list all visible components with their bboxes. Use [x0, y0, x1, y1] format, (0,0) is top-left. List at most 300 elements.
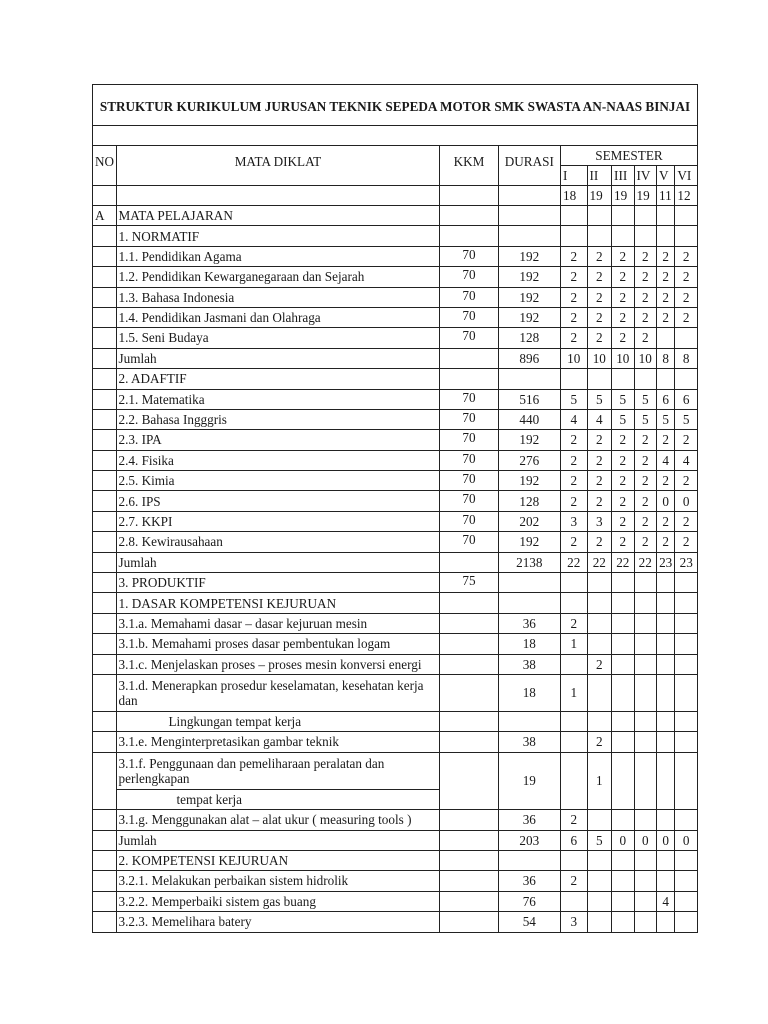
row-semester-hours: 2	[675, 471, 698, 491]
row-no	[93, 348, 117, 368]
row-semester-hours: 6	[675, 389, 698, 409]
row-semester-hours: 4	[675, 450, 698, 470]
row-semester-hours	[656, 369, 674, 389]
row-subject: 1.3. Bahasa Indonesia	[116, 287, 440, 307]
row-semester-hours	[675, 328, 698, 348]
continuation-row	[93, 711, 698, 731]
row-subject: 2.6. IPS	[116, 491, 440, 511]
row-durasi: 192	[498, 532, 560, 552]
row-subject: 2.3. IPA	[116, 430, 440, 450]
table-row	[93, 532, 698, 552]
row-kkm	[440, 912, 498, 932]
row-semester-hours: 2	[634, 267, 656, 287]
row-semester-hours: 5	[587, 830, 612, 850]
row-semester-hours: 2	[675, 532, 698, 552]
week-count: 18	[560, 186, 587, 206]
row-no	[93, 810, 117, 830]
header-durasi: DURASI	[498, 146, 560, 186]
row-semester-hours: 2	[656, 307, 674, 327]
row-semester-hours: 22	[612, 552, 634, 572]
row-semester-hours: 6	[656, 389, 674, 409]
row-semester-hours: 2	[634, 430, 656, 450]
row-semester-hours: 2	[587, 430, 612, 450]
row-kkm	[440, 850, 498, 870]
row-semester-hours: 1	[560, 674, 587, 711]
row-semester-hours	[675, 206, 698, 226]
row-semester-hours: 10	[634, 348, 656, 368]
row-semester-hours: 2	[612, 471, 634, 491]
row-no	[93, 573, 117, 593]
table-row	[93, 287, 698, 307]
row-semester-hours: 2	[587, 732, 612, 752]
row-no	[93, 267, 117, 287]
week-row-durasi-blank	[498, 186, 560, 206]
row-subject: 3.1.d. Menerapkan prosedur keselamatan, kesehatan kerja dan	[116, 674, 440, 711]
row-semester-hours: 22	[587, 552, 612, 572]
table-row	[93, 912, 698, 932]
total-row	[93, 830, 698, 850]
row-semester-hours	[634, 891, 656, 911]
subgroup-heading-row	[93, 850, 698, 870]
table-row	[93, 267, 698, 287]
row-semester-hours	[560, 891, 587, 911]
row-semester-hours	[656, 871, 674, 891]
row-semester-hours: 4	[560, 409, 587, 429]
row-semester-hours	[587, 593, 612, 613]
row-semester-hours: 10	[587, 348, 612, 368]
row-durasi: 192	[498, 246, 560, 266]
row-semester-hours	[612, 206, 634, 226]
row-semester-hours: 5	[634, 409, 656, 429]
table-row	[93, 328, 698, 348]
row-semester-hours	[675, 891, 698, 911]
table-row	[93, 389, 698, 409]
row-semester-hours	[634, 573, 656, 593]
row-kkm	[440, 634, 498, 654]
row-subject: 3.1.f. Penggunaan dan pemeliharaan peralatan dan perlengkapan	[116, 752, 440, 789]
table-row	[93, 511, 698, 531]
row-semester-hours	[612, 810, 634, 830]
row-subject: 3.1.c. Menjelaskan proses – proses mesin konversi energi	[116, 654, 440, 674]
row-semester-hours	[675, 850, 698, 870]
row-durasi: 276	[498, 450, 560, 470]
row-durasi: 128	[498, 491, 560, 511]
row-semester-hours: 2	[612, 430, 634, 450]
row-semester-hours	[656, 226, 674, 246]
week-count: 11	[656, 186, 674, 206]
row-semester-hours: 2	[560, 491, 587, 511]
row-kkm: 70	[440, 307, 498, 327]
row-no	[93, 307, 117, 327]
row-semester-hours	[675, 912, 698, 932]
row-semester-hours: 5	[587, 389, 612, 409]
semester-label: II	[587, 166, 612, 186]
row-durasi: 192	[498, 430, 560, 450]
row-semester-hours	[675, 613, 698, 633]
row-durasi: 18	[498, 634, 560, 654]
row-semester-hours: 0	[675, 491, 698, 511]
row-semester-hours: 2	[560, 810, 587, 830]
row-semester-hours	[634, 613, 656, 633]
row-semester-hours: 2	[560, 267, 587, 287]
row-semester-hours: 2	[656, 287, 674, 307]
row-no	[93, 850, 117, 870]
row-semester-hours: 2	[656, 246, 674, 266]
row-subject: MATA PELAJARAN	[116, 206, 440, 226]
semester-label: III	[612, 166, 634, 186]
row-semester-hours	[656, 674, 674, 711]
row-kkm: 70	[440, 389, 498, 409]
row-kkm	[440, 552, 498, 572]
row-semester-hours: 0	[612, 830, 634, 850]
row-semester-hours	[675, 711, 698, 731]
row-semester-hours: 2	[634, 287, 656, 307]
row-semester-hours: 2	[612, 450, 634, 470]
row-durasi	[498, 711, 560, 731]
semester-label: V	[656, 166, 674, 186]
row-kkm: 75	[440, 573, 498, 593]
row-semester-hours	[587, 711, 612, 731]
row-semester-hours: 2	[587, 491, 612, 511]
row-subject: 3. PRODUKTIF	[116, 573, 440, 593]
row-semester-hours: 2	[587, 328, 612, 348]
row-durasi: 38	[498, 654, 560, 674]
row-durasi: 2138	[498, 552, 560, 572]
row-subject: 1. NORMATIF	[116, 226, 440, 246]
week-count: 12	[675, 186, 698, 206]
row-subject: Jumlah	[116, 552, 440, 572]
table-row	[93, 246, 698, 266]
row-semester-hours: 2	[587, 532, 612, 552]
row-semester-hours: 22	[634, 552, 656, 572]
row-durasi: 19	[498, 752, 560, 809]
table-row	[93, 752, 698, 789]
row-semester-hours	[560, 654, 587, 674]
row-semester-hours: 2	[587, 471, 612, 491]
row-kkm	[440, 732, 498, 752]
table-row	[93, 674, 698, 711]
row-semester-hours	[612, 573, 634, 593]
row-semester-hours: 2	[560, 871, 587, 891]
row-kkm	[440, 369, 498, 389]
row-semester-hours	[560, 369, 587, 389]
row-subject: 2.2. Bahasa Ingggris	[116, 409, 440, 429]
row-semester-hours	[675, 732, 698, 752]
header-kkm: KKM	[440, 146, 498, 186]
row-semester-hours	[612, 871, 634, 891]
row-no	[93, 593, 117, 613]
row-kkm	[440, 711, 498, 731]
row-semester-hours: 2	[634, 532, 656, 552]
row-durasi: 192	[498, 307, 560, 327]
row-subject: 2. KOMPETENSI KEJURUAN	[116, 850, 440, 870]
row-semester-hours	[656, 634, 674, 654]
row-semester-hours	[634, 634, 656, 654]
row-semester-hours	[634, 752, 656, 809]
row-semester-hours: 2	[675, 287, 698, 307]
row-semester-hours: 4	[656, 450, 674, 470]
row-subject: 3.1.b. Memahami proses dasar pembentukan logam	[116, 634, 440, 654]
row-semester-hours	[560, 226, 587, 246]
row-kkm: 70	[440, 491, 498, 511]
row-semester-hours: 5	[675, 409, 698, 429]
row-semester-hours: 0	[656, 830, 674, 850]
row-semester-hours	[560, 206, 587, 226]
row-no	[93, 409, 117, 429]
row-kkm	[440, 830, 498, 850]
row-semester-hours	[560, 752, 587, 809]
row-kkm	[440, 674, 498, 711]
row-no: A	[93, 206, 117, 226]
row-semester-hours	[634, 912, 656, 932]
row-semester-hours: 23	[656, 552, 674, 572]
section-heading-row	[93, 206, 698, 226]
row-semester-hours	[587, 871, 612, 891]
row-semester-hours	[656, 850, 674, 870]
row-semester-hours	[675, 226, 698, 246]
week-count: 19	[612, 186, 634, 206]
row-semester-hours	[560, 732, 587, 752]
row-semester-hours	[587, 891, 612, 911]
week-row-kkm-blank	[440, 186, 498, 206]
row-semester-hours: 1	[560, 634, 587, 654]
row-semester-hours	[634, 369, 656, 389]
row-semester-hours: 2	[656, 430, 674, 450]
week-row-name-blank	[116, 186, 440, 206]
row-semester-hours: 2	[634, 307, 656, 327]
row-semester-hours: 5	[612, 389, 634, 409]
row-semester-hours	[587, 226, 612, 246]
row-no	[93, 891, 117, 911]
row-semester-hours	[656, 206, 674, 226]
row-semester-hours: 2	[656, 471, 674, 491]
row-semester-hours: 2	[587, 267, 612, 287]
row-semester-hours	[587, 369, 612, 389]
row-semester-hours	[560, 573, 587, 593]
curriculum-document	[92, 84, 698, 933]
row-kkm: 70	[440, 267, 498, 287]
row-kkm	[440, 226, 498, 246]
row-subject: Lingkungan tempat kerja	[116, 711, 440, 731]
row-semester-hours: 2	[587, 287, 612, 307]
row-semester-hours: 2	[675, 430, 698, 450]
row-no	[93, 450, 117, 470]
row-semester-hours	[634, 593, 656, 613]
blank-row	[93, 126, 698, 146]
row-semester-hours: 1	[587, 752, 612, 809]
row-kkm	[440, 593, 498, 613]
row-semester-hours	[675, 593, 698, 613]
row-semester-hours: 3	[560, 511, 587, 531]
row-semester-hours	[656, 593, 674, 613]
row-kkm	[440, 810, 498, 830]
row-durasi: 440	[498, 409, 560, 429]
row-semester-hours	[656, 654, 674, 674]
row-kkm: 70	[440, 430, 498, 450]
table-row	[93, 450, 698, 470]
row-semester-hours: 2	[612, 267, 634, 287]
row-no	[93, 226, 117, 246]
row-no	[93, 613, 117, 633]
row-semester-hours: 5	[612, 409, 634, 429]
group-heading-row	[93, 226, 698, 246]
row-subject: 3.2.2. Memperbaiki sistem gas buang	[116, 891, 440, 911]
row-semester-hours: 2	[560, 532, 587, 552]
row-semester-hours: 2	[656, 511, 674, 531]
row-semester-hours	[587, 810, 612, 830]
row-subject: Jumlah	[116, 830, 440, 850]
row-semester-hours: 3	[560, 912, 587, 932]
header-semester: SEMESTER	[560, 146, 697, 166]
row-semester-hours: 10	[612, 348, 634, 368]
row-semester-hours	[634, 711, 656, 731]
row-semester-hours	[587, 850, 612, 870]
row-semester-hours: 22	[560, 552, 587, 572]
row-no	[93, 246, 117, 266]
row-no	[93, 532, 117, 552]
row-semester-hours	[587, 634, 612, 654]
row-subject: 1.2. Pendidikan Kewarganegaraan dan Sejarah	[116, 267, 440, 287]
row-semester-hours	[675, 674, 698, 711]
table-row	[93, 891, 698, 911]
row-semester-hours	[656, 328, 674, 348]
row-semester-hours	[612, 752, 634, 809]
row-semester-hours	[656, 912, 674, 932]
row-semester-hours	[634, 226, 656, 246]
row-semester-hours	[612, 711, 634, 731]
row-kkm: 70	[440, 532, 498, 552]
row-subject: 3.2.1. Melakukan perbaikan sistem hidrolik	[116, 871, 440, 891]
curriculum-table	[92, 84, 698, 933]
row-semester-hours: 2	[656, 532, 674, 552]
table-row	[93, 491, 698, 511]
row-no	[93, 471, 117, 491]
row-no	[93, 912, 117, 932]
total-row	[93, 348, 698, 368]
row-no	[93, 328, 117, 348]
row-durasi	[498, 226, 560, 246]
row-subject: 3.1.g. Menggunakan alat – alat ukur ( measuring tools )	[116, 810, 440, 830]
row-semester-hours: 2	[560, 471, 587, 491]
semester-label: VI	[675, 166, 698, 186]
group-heading-row	[93, 369, 698, 389]
row-subject: 1.4. Pendidikan Jasmani dan Olahraga	[116, 307, 440, 327]
row-durasi: 896	[498, 348, 560, 368]
week-row-no-blank	[93, 186, 117, 206]
row-kkm: 70	[440, 511, 498, 531]
row-semester-hours	[587, 206, 612, 226]
semester-label: I	[560, 166, 587, 186]
page-title: STRUKTUR KURIKULUM JURUSAN TEKNIK SEPEDA MOTOR SMK SWASTA AN-NAAS BINJAI	[93, 85, 698, 126]
row-durasi: 54	[498, 912, 560, 932]
row-semester-hours	[656, 732, 674, 752]
row-durasi	[498, 850, 560, 870]
row-semester-hours	[587, 573, 612, 593]
row-subject: 2.5. Kimia	[116, 471, 440, 491]
row-semester-hours	[634, 732, 656, 752]
row-semester-hours: 2	[612, 328, 634, 348]
row-durasi: 18	[498, 674, 560, 711]
row-subject: 2.7. KKPI	[116, 511, 440, 531]
row-kkm	[440, 613, 498, 633]
row-semester-hours: 3	[587, 511, 612, 531]
table-row	[93, 409, 698, 429]
header-no: NO	[93, 146, 117, 186]
table-row	[93, 732, 698, 752]
row-semester-hours	[612, 369, 634, 389]
subgroup-heading-row	[93, 593, 698, 613]
row-semester-hours: 4	[587, 409, 612, 429]
row-no	[93, 654, 117, 674]
row-semester-hours: 2	[560, 613, 587, 633]
row-no	[93, 674, 117, 711]
row-semester-hours	[612, 850, 634, 870]
row-semester-hours	[656, 613, 674, 633]
row-semester-hours: 2	[634, 491, 656, 511]
table-row	[93, 471, 698, 491]
row-semester-hours: 2	[587, 246, 612, 266]
row-no	[93, 369, 117, 389]
row-semester-hours: 0	[675, 830, 698, 850]
row-semester-hours: 8	[656, 348, 674, 368]
row-durasi	[498, 369, 560, 389]
row-kkm	[440, 871, 498, 891]
row-semester-hours	[612, 654, 634, 674]
row-semester-hours: 2	[560, 287, 587, 307]
row-semester-hours: 2	[612, 287, 634, 307]
row-semester-hours	[675, 634, 698, 654]
row-durasi: 516	[498, 389, 560, 409]
table-row	[93, 613, 698, 633]
row-semester-hours	[634, 871, 656, 891]
row-semester-hours	[634, 206, 656, 226]
row-semester-hours: 2	[612, 246, 634, 266]
row-durasi: 128	[498, 328, 560, 348]
row-semester-hours: 5	[634, 389, 656, 409]
row-no	[93, 634, 117, 654]
row-semester-hours	[587, 674, 612, 711]
row-semester-hours	[587, 613, 612, 633]
row-semester-hours: 2	[634, 471, 656, 491]
week-count: 19	[634, 186, 656, 206]
row-no	[93, 830, 117, 850]
row-subject: 1. DASAR KOMPETENSI KEJURUAN	[116, 593, 440, 613]
row-semester-hours: 2	[587, 307, 612, 327]
row-semester-hours	[634, 654, 656, 674]
row-semester-hours	[656, 752, 674, 809]
row-durasi: 192	[498, 287, 560, 307]
row-no	[93, 511, 117, 531]
row-semester-hours: 2	[634, 511, 656, 531]
row-semester-hours: 2	[634, 328, 656, 348]
row-subject: 2.8. Kewirausahaan	[116, 532, 440, 552]
row-kkm: 70	[440, 409, 498, 429]
semester-label: IV	[634, 166, 656, 186]
row-semester-hours: 4	[656, 891, 674, 911]
row-kkm: 70	[440, 287, 498, 307]
row-kkm: 70	[440, 246, 498, 266]
row-semester-hours: 2	[560, 307, 587, 327]
row-kkm: 70	[440, 328, 498, 348]
row-semester-hours: 2	[656, 267, 674, 287]
row-no	[93, 752, 117, 809]
row-semester-hours: 6	[560, 830, 587, 850]
row-subject: 2.4. Fisika	[116, 450, 440, 470]
row-durasi: 36	[498, 613, 560, 633]
row-semester-hours	[634, 674, 656, 711]
row-semester-hours: 5	[656, 409, 674, 429]
row-semester-hours	[612, 613, 634, 633]
